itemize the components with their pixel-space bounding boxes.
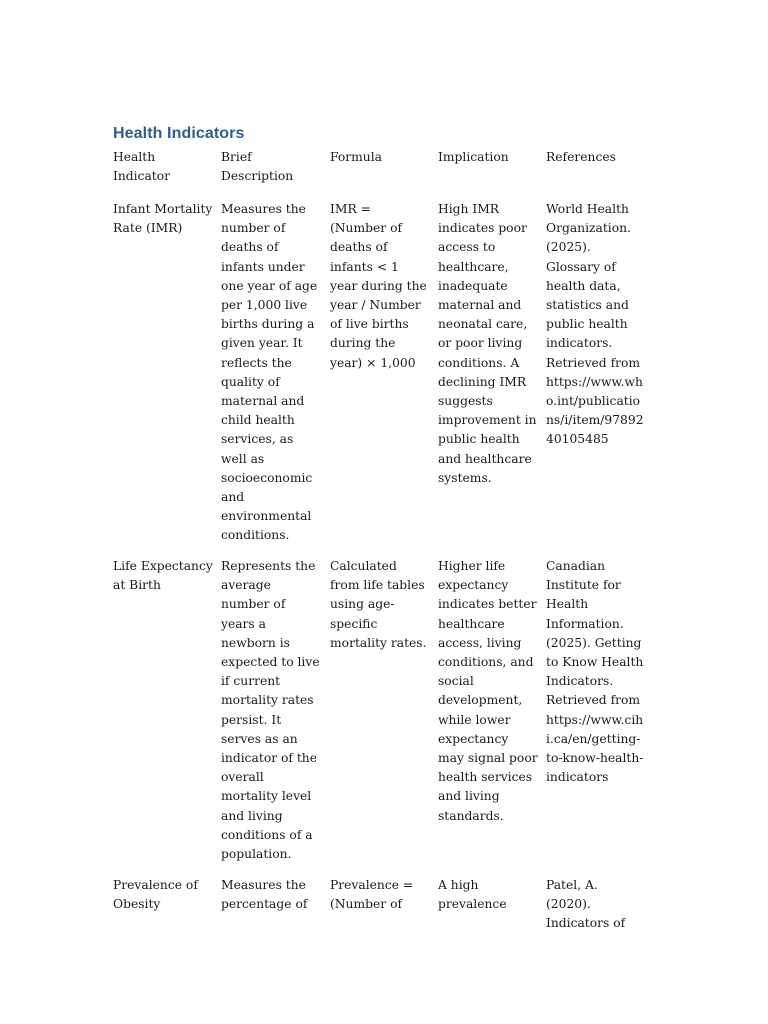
header-brief-description: Brief Description <box>221 150 294 184</box>
header-health-indicator: Health Indicator <box>113 150 171 184</box>
row3-indicator: Prevalence of Obesity <box>113 878 198 912</box>
row3-description: Measures the percentage of <box>221 878 308 912</box>
row1-formula: IMR = (Number of deaths of infants < 1 year during the year / Number of live births during the year) × 1,000 <box>330 202 427 370</box>
row2-formula: Calculated from life tables using age-specific mortality rates. <box>330 559 427 650</box>
row1-implication: High IMR indicates poor access to healthcare, inadequate maternal and neonatal care, or poor living conditions. A declining IMR suggests improvement in public health and healthcare systems. <box>438 202 537 485</box>
row2-description: Represents the average number of years a newborn is expected to live if current mortality rates persist. It serves as an indicator of the overall mortality level and living conditions of a population. <box>221 559 320 862</box>
row1-indicator: Infant Mortality Rate (IMR) <box>113 202 213 236</box>
row3-implication: A high prevalence <box>438 878 507 912</box>
row2-implication: Higher life expectancy indicates better healthcare access, living conditions, and social development, while lower expectancy may signal poor health services and living standards. <box>438 559 538 823</box>
row1-description: Measures the number of deaths of infants under one year of age per 1,000 live births during a given year. It reflects the quality of maternal and child health services, as well as socioeconomic and environmental conditions. <box>221 202 318 543</box>
row2-indicator: Life Expectancy at Birth <box>113 559 213 593</box>
row2-references: Canadian Institute for Health Information. (2025). Getting to Know Health Indicators. Retrieved from https://www.cihi.ca/en/getting-to-know-health-indicators <box>546 559 644 785</box>
header-implication: Implication <box>438 150 509 164</box>
page-title: Health Indicators <box>113 125 245 142</box>
row1-references: World Health Organization. (2025). Glossary of health data, statistics and public health indicators. Retrieved from https://www.who.int/publications/i/item/9789240105485 <box>546 202 644 447</box>
header-references: References <box>546 150 616 164</box>
header-formula: Formula <box>330 150 382 164</box>
row3-formula: Prevalence = (Number of <box>330 878 414 912</box>
row3-references: Patel, A. (2020). Indicators of <box>546 878 626 931</box>
